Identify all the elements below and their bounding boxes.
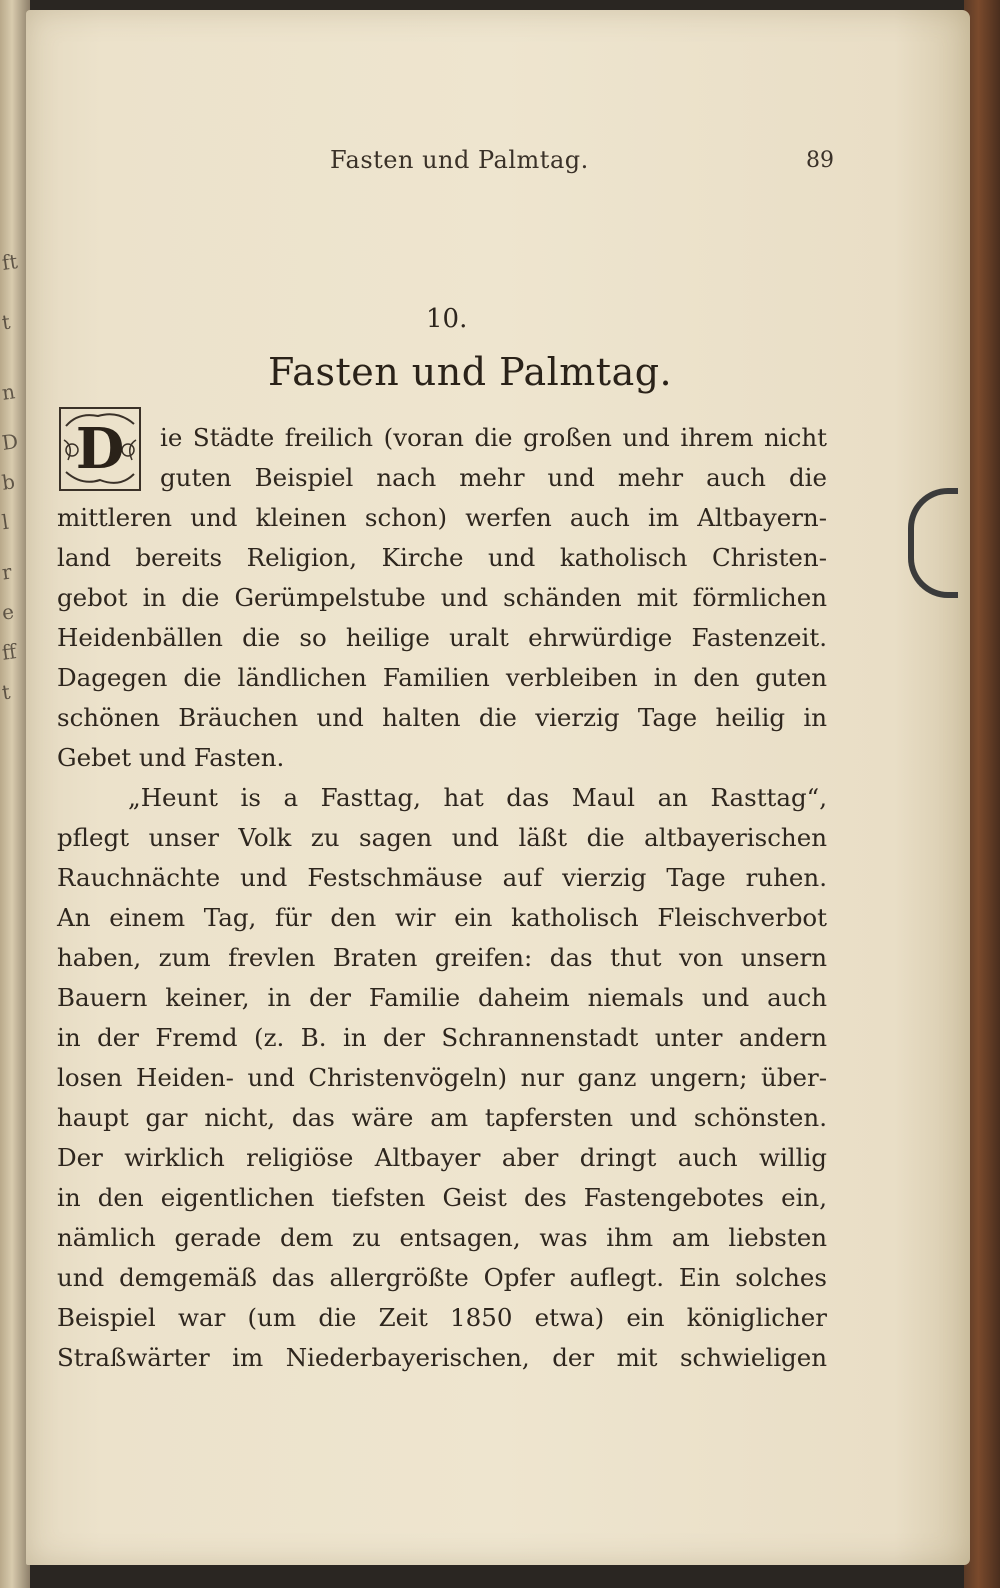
drop-cap-letter: D (75, 416, 125, 482)
facing-page-fragment: t (0, 309, 12, 335)
facing-page-fragment: ft (0, 249, 20, 275)
body-line: gebot in die Gerümpelstube und schänden mit förmlichen (57, 583, 827, 612)
body-line: und demgemäß das allergrößte Opfer auflegt. Ein solches (57, 1263, 827, 1292)
facing-page-fragment: ff (0, 639, 18, 665)
body-line: Rauchnächte und Festschmäuse auf vierzig Tage ruhen. (57, 863, 827, 892)
body-line: in der Fremd (z. B. in der Schrannenstadt unter andern (57, 1023, 827, 1052)
facing-page-fragment: D (0, 429, 20, 455)
body-line: haupt gar nicht, das wäre am tapfersten und schönsten. (57, 1103, 827, 1132)
body-line: Bauern keiner, in der Familie daheim niemals und auch (57, 983, 827, 1012)
facing-page-fragment: b (0, 469, 17, 495)
body-line: guten Beispiel nach mehr und mehr auch die (160, 463, 827, 492)
body-line: Straßwärter im Niederbayerischen, der mit schwieligen (57, 1343, 827, 1372)
body-line: in den eigentlichen tiefsten Geist des Fastengebotes ein, (57, 1183, 827, 1212)
body-line: mittleren und kleinen schon) werfen auch im Altbayern- (57, 503, 827, 532)
body-line: nämlich gerade dem zu entsagen, was ihm am liebsten (57, 1223, 827, 1252)
facing-page-fragment: t (0, 679, 12, 705)
facing-page-fragment: r (0, 559, 14, 585)
body-line: haben, zum frevlen Braten greifen: das thut von unsern (57, 943, 827, 972)
body-line: ie Städte freilich (voran die großen und ihrem nicht (160, 423, 827, 452)
body-line: schönen Bräuchen und halten die vierzig Tage heilig in (57, 703, 827, 732)
facing-page-fragment: l (0, 509, 11, 535)
drop-cap-ornament (58, 406, 142, 492)
running-title: Fasten und Palmtag. (330, 146, 589, 174)
facing-page-fragment: n (0, 379, 17, 405)
chapter-title: Fasten und Palmtag. (268, 350, 673, 394)
body-line: losen Heiden- und Christenvögeln) nur ganz ungern; über- (57, 1063, 827, 1092)
body-line: pflegt unser Volk zu sagen und läßt die altbayerischen (57, 823, 827, 852)
body-line: „Heunt is a Fasttag, hat das Maul an Rasttag“, (128, 783, 827, 812)
body-line: Gebet und Fasten. (57, 743, 285, 772)
page-number: 89 (806, 148, 834, 173)
page-clip (908, 488, 958, 598)
body-line: Der wirklich religiöse Altbayer aber dringt auch willig (57, 1143, 827, 1172)
body-line: An einem Tag, für den wir ein katholisch Fleischverbot (57, 903, 827, 932)
facing-page-fragment: e (0, 599, 16, 625)
body-line: Beispiel war (um die Zeit 1850 etwa) ein königlicher (57, 1303, 827, 1332)
body-line: land bereits Religion, Kirche und katholisch Christen- (57, 543, 827, 572)
body-line: Heidenbällen die so heilige uralt ehrwürdige Fastenzeit. (57, 623, 827, 652)
body-line: Dagegen die ländlichen Familien verbleiben in den guten (57, 663, 827, 692)
chapter-number: 10. (426, 304, 468, 334)
